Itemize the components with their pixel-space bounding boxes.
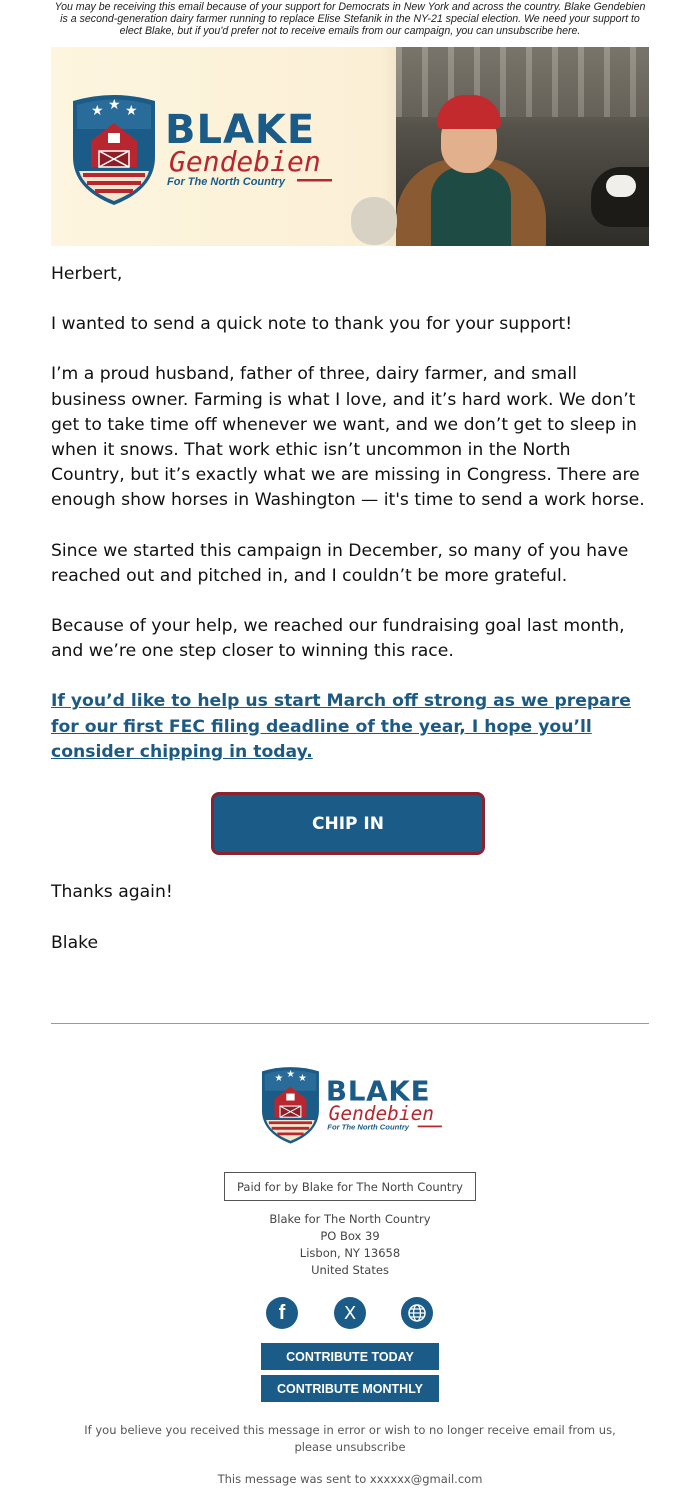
logo-name: BLAKE [165,107,316,153]
footer-logo-surname: Gendebien [328,1101,435,1125]
svg-text:★: ★ [108,97,121,113]
candidate-glove [351,197,397,245]
paragraph-goal: Because of your help, we reached our fundraising goal last month, and we’re one step closer to winning this race. [51,616,625,662]
paragraph-thanks: I wanted to send a quick note to thank you for your support! [51,314,573,335]
footer-logo-name: BLAKE [325,1074,431,1108]
logo-surname: Gendebien [169,145,321,178]
footer-logo [258,1063,448,1145]
svg-text:★: ★ [274,1073,284,1085]
facebook-link[interactable] [266,1297,298,1329]
svg-text:★: ★ [91,103,104,119]
x-link[interactable] [334,1297,366,1329]
address-line: Blake for The North Country [269,1212,431,1226]
paid-for-disclaimer: Paid for by Blake for The North Country [224,1172,476,1201]
closing-thanks: Thanks again! [51,882,173,902]
sent-to-notice: This message was sent to xxxxxx@gmail.com [217,1472,483,1486]
x-icon: X [343,1302,357,1324]
contribute-monthly-button[interactable]: CONTRIBUTE MONTHLY [261,1375,439,1402]
campaign-logo [69,89,339,207]
signature: Blake [51,933,99,953]
barn-rafters [396,47,649,117]
address-line: PO Box 39 [320,1229,380,1243]
footer-logo-tagline: For The North Country [327,1122,410,1132]
preheader-text: You may be receiving this email because of your support for Democrats in New York and across the country. Blake Gendebien is a second-generation dairy farmer running to replace Elise Stefanik in the NY-21 special election. We need your support to elect Blake, but if you'd prefer not to receive emails from our campaign, you can unsubscribe here. [54,1,646,37]
mailing-address [200,1211,500,1279]
letter-body [51,262,649,790]
header-banner [51,47,649,246]
contribute-today-button[interactable]: CONTRIBUTE TODAY [261,1343,439,1370]
cow-spot [606,175,636,197]
paragraph-campaign: Since we started this campaign in December, so many of you have reached out and pitched in, and I couldn’t be more grateful. [51,540,629,586]
unsubscribe-notice[interactable]: If you believe you received this message in error or wish to no longer receive email from us, please unsubscribe [84,1423,616,1454]
svg-text:★: ★ [125,103,138,119]
footer-divider [51,1023,649,1024]
address-line: Lisbon, NY 13658 [299,1246,401,1260]
facebook-icon: f [278,1301,286,1324]
globe-icon [407,1303,427,1323]
chip-in-button[interactable]: CHIP IN [211,792,485,855]
candidate-vest [431,167,511,246]
paragraph-bio: I’m a proud husband, father of three, dairy farmer, and small business owner. Farming is what I love, and it’s hard work. We don’t get to take time off whenever we want, and we don’t get to sleep in when it snows. That work ethic isn’t uncommon in the North Country, but it’s exactly what we are missing in Congress. There are enough show horses in Washington — it's time to send a work horse. [51,364,645,511]
logo-tagline: For The North Country [167,176,285,188]
address-line: United States [311,1263,389,1277]
svg-text:★: ★ [298,1073,307,1085]
website-link[interactable] [401,1297,433,1329]
svg-text:★: ★ [286,1068,296,1080]
greeting: Herbert, [51,264,123,284]
donate-link[interactable]: If you’d like to help us start March off strong as we prepare for our first FEC filing deadline of the year, I hope you’ll consider chipping in today. [51,691,631,762]
